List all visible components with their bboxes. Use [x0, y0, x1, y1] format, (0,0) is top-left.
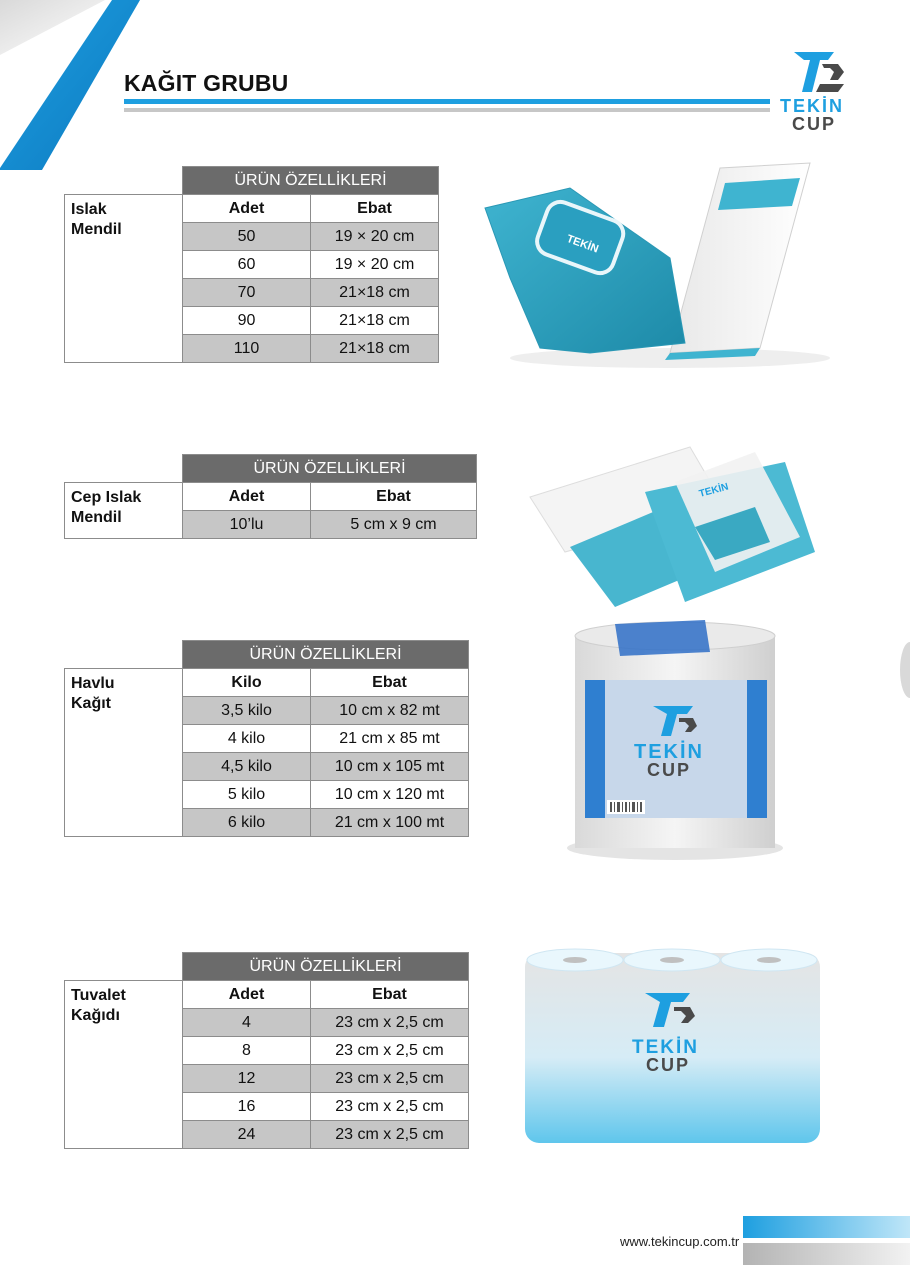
table-row: 50 19 × 20 cm: [65, 223, 439, 251]
column-header-kilo: Kilo: [183, 669, 311, 697]
footer-website-link[interactable]: www.tekincup.com.tr: [620, 1234, 740, 1249]
product-label: Tuvalet Kağıdı: [65, 981, 183, 1149]
pocket-wipes-image: [525, 442, 820, 612]
wet-wipes-pack-image: [470, 158, 840, 373]
table-row: 24 23 cm x 2,5 cm: [65, 1121, 469, 1149]
column-header-ebat: Ebat: [311, 195, 439, 223]
paper-towel-roll-image: [565, 618, 785, 863]
table-header: ÜRÜN ÖZELLİKLERİ: [183, 641, 469, 669]
table-header: ÜRÜN ÖZELLİKLERİ: [183, 167, 439, 195]
spec-table-havlu-kagit: [64, 640, 469, 837]
column-header-ebat: Ebat: [311, 669, 469, 697]
column-header-adet: Adet: [183, 195, 311, 223]
title-rule-blue: [124, 99, 770, 104]
table-row: 110 21×18 cm: [65, 335, 439, 363]
table-row: 4 23 cm x 2,5 cm: [65, 1009, 469, 1037]
page-title: KAĞIT GRUBU: [124, 70, 289, 96]
product-label: Islak Mendil: [65, 195, 183, 363]
table-header: ÜRÜN ÖZELLİKLERİ: [183, 953, 469, 981]
title-rule-grey: [124, 108, 770, 112]
svg-text:CUP: CUP: [646, 1055, 691, 1075]
svg-text:TEKİN: TEKİN: [632, 1037, 699, 1058]
logo-word-tekin: TEKİN: [780, 96, 844, 116]
table-row: 6 kilo 21 cm x 100 mt: [65, 809, 469, 837]
toilet-paper-pack-image: [520, 935, 825, 1150]
spec-table-tuvalet-kagidi: [64, 952, 469, 1149]
table-row: 4,5 kilo 10 cm x 105 mt: [65, 753, 469, 781]
table-row: 4 kilo 21 cm x 85 mt: [65, 725, 469, 753]
table-row: 70 21×18 cm: [65, 279, 439, 307]
table-row: 10’lu 5 cm x 9 cm: [65, 511, 477, 539]
table-row: 90 21×18 cm: [65, 307, 439, 335]
column-header-ebat: Ebat: [311, 981, 469, 1009]
logo-word-cup: CUP: [792, 114, 837, 134]
tekin-logo-mark: [790, 50, 846, 94]
svg-text:TEKİN: TEKİN: [634, 741, 704, 763]
product-label: Havlu Kağıt: [65, 669, 183, 837]
table-row: 12 23 cm x 2,5 cm: [65, 1065, 469, 1093]
column-header-adet: Adet: [183, 981, 311, 1009]
footer-bar-grey: [743, 1243, 910, 1265]
table-row: 3,5 kilo 10 cm x 82 mt: [65, 697, 469, 725]
table-row: 16 23 cm x 2,5 cm: [65, 1093, 469, 1121]
table-row: 5 kilo 10 cm x 120 mt: [65, 781, 469, 809]
svg-text:TEKİN: TEKİN: [564, 232, 601, 256]
spec-table-islak-mendil: [64, 166, 439, 363]
product-label: Cep Islak Mendil: [65, 483, 183, 539]
edge-decoration: [896, 640, 910, 700]
table-row: 8 23 cm x 2,5 cm: [65, 1037, 469, 1065]
brand-logo: [772, 50, 868, 136]
column-header-ebat: Ebat: [311, 483, 477, 511]
column-header-adet: Adet: [183, 483, 311, 511]
svg-text:CUP: CUP: [647, 760, 692, 780]
footer-bar-blue: [743, 1216, 910, 1238]
table-row: 60 19 × 20 cm: [65, 251, 439, 279]
svg-text:TEKİN: TEKİN: [697, 481, 730, 500]
spec-table-cep-islak-mendil: [64, 454, 477, 539]
table-header: ÜRÜN ÖZELLİKLERİ: [183, 455, 477, 483]
